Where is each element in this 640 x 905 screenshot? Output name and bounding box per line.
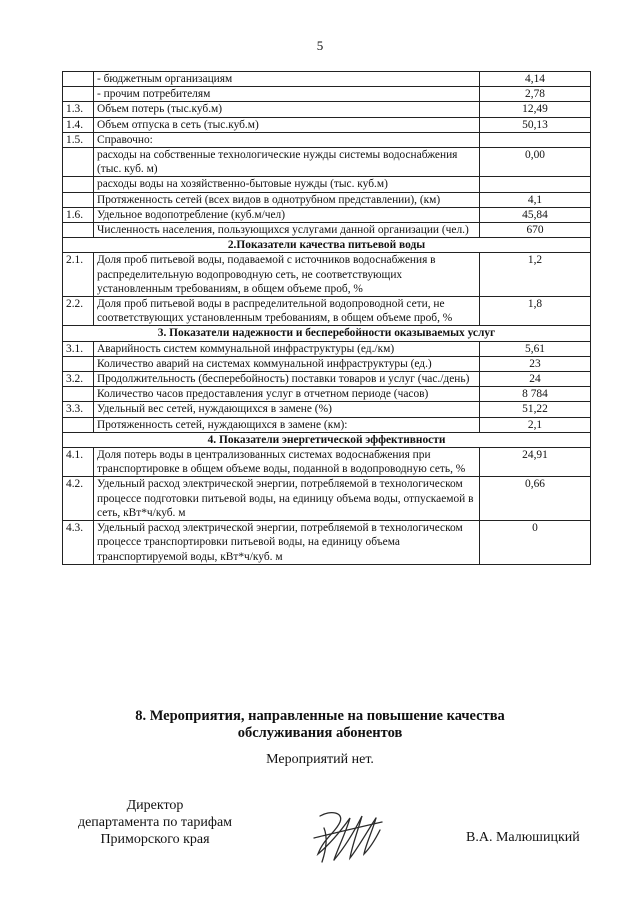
- table-row: [63, 223, 591, 238]
- row-label: - прочим потребителям: [94, 87, 480, 102]
- table-row: [63, 297, 591, 326]
- row-number: [63, 387, 94, 402]
- row-label: Справочно:: [94, 132, 480, 147]
- row-label: Удельный вес сетей, нуждающихся в замене (%): [94, 402, 480, 417]
- row-number: [63, 417, 94, 432]
- row-number: 1.4.: [63, 117, 94, 132]
- row-value: 2,1: [480, 417, 591, 432]
- page-number: 5: [316, 38, 324, 53]
- row-number: [63, 223, 94, 238]
- handwritten-signature: [310, 808, 386, 866]
- indicators-table: [62, 71, 591, 565]
- row-number: [63, 192, 94, 207]
- row-label: Доля проб питьевой воды, подаваемой с источников водоснабжения в распределительную водопроводную сеть, не соответствующих установленным требованиям, в общем объеме проб, %: [94, 253, 480, 297]
- row-label: Удельное водопотребление (куб.м/чел): [94, 207, 480, 222]
- section-8-heading: [0, 708, 640, 742]
- row-label: расходы на собственные технологические нужды системы водоснабжения (тыс. куб. м): [94, 148, 480, 177]
- row-value: 0,00: [480, 148, 591, 177]
- row-value: 24: [480, 372, 591, 387]
- row-label: Доля проб питьевой воды в распределительной водопроводной сети, не соответствующих установленным требованиям, в общем объеме проб, %: [94, 297, 480, 326]
- section-header: 4. Показатели энергетической эффективности: [63, 432, 591, 447]
- row-value: 23: [480, 356, 591, 371]
- table-row: [63, 148, 591, 177]
- row-number: 3.1.: [63, 341, 94, 356]
- table-row: [63, 102, 591, 117]
- table-row: [63, 417, 591, 432]
- table-row: [63, 72, 591, 87]
- row-label: Аварийность систем коммунальной инфраструктуры (ед./км): [94, 341, 480, 356]
- row-label: Протяженность сетей, нуждающихся в замене (км):: [94, 417, 480, 432]
- row-label: Объем потерь (тыс.куб.м): [94, 102, 480, 117]
- section-8-heading-line2: обслуживания абонентов: [237, 725, 403, 741]
- row-label: Численность населения, пользующихся услугами данной организации (чел.): [94, 223, 480, 238]
- signatory-title-line1: Директор: [126, 798, 184, 813]
- row-label: Количество часов предоставления услуг в отчетном периоде (часов): [94, 387, 480, 402]
- table-row: [63, 521, 591, 565]
- section-8-heading-line1: 8. Мероприятия, направленные на повышение качества: [135, 708, 505, 724]
- row-value: [480, 132, 591, 147]
- row-number: 4.2.: [63, 477, 94, 521]
- row-value: 4,1: [480, 192, 591, 207]
- row-number: 3.2.: [63, 372, 94, 387]
- table-row: [63, 477, 591, 521]
- table-row: [63, 253, 591, 297]
- section-header-row: [63, 238, 591, 253]
- row-label: - бюджетным организациям: [94, 72, 480, 87]
- section-header-row: [63, 326, 591, 341]
- row-label: Протяженность сетей (всех видов в однотрубном представлении), (км): [94, 192, 480, 207]
- row-number: [63, 87, 94, 102]
- row-number: 1.6.: [63, 207, 94, 222]
- indicators-table-body: [63, 72, 591, 565]
- row-number: 4.1.: [63, 448, 94, 477]
- row-value: 4,14: [480, 72, 591, 87]
- row-value: 8 784: [480, 387, 591, 402]
- table-row: [63, 356, 591, 371]
- section-header: 3. Показатели надежности и бесперебойности оказываемых услуг: [63, 326, 591, 341]
- signatory-title-line3: Приморского края: [100, 832, 210, 847]
- table-row: [63, 207, 591, 222]
- table-row: [63, 372, 591, 387]
- row-label: Удельный расход электрической энергии, потребляемой в технологическом процессе подготовки питьевой воды, на единицу объема воды, отпускаемой в сеть, кВт*ч/куб. м: [94, 477, 480, 521]
- row-value: 0: [480, 521, 591, 565]
- table-row: [63, 341, 591, 356]
- row-label: расходы воды на хозяйственно-бытовые нужды (тыс. куб.м): [94, 177, 480, 192]
- row-label: Объем отпуска в сеть (тыс.куб.м): [94, 117, 480, 132]
- signatory-title-line2: департамента по тарифам: [77, 815, 233, 830]
- signatory-title: [60, 797, 250, 848]
- row-value: 5,61: [480, 341, 591, 356]
- row-label: Доля потерь воды в централизованных системах водоснабжения при транспортировке в общем объеме воды, поданной в водопроводную сеть, %: [94, 448, 480, 477]
- row-number: 2.1.: [63, 253, 94, 297]
- table-row: [63, 132, 591, 147]
- row-value: 1,8: [480, 297, 591, 326]
- row-value: 0,66: [480, 477, 591, 521]
- row-value: 45,84: [480, 207, 591, 222]
- row-number: 3.3.: [63, 402, 94, 417]
- row-number: 2.2.: [63, 297, 94, 326]
- row-label: Удельный расход электрической энергии, потребляемой в технологическом процессе транспортировки питьевой воды, на единицу объема транспортируемой воды, кВт*ч/куб. м: [94, 521, 480, 565]
- row-label: Количество аварий на системах коммунальной инфраструктуры (ед.): [94, 356, 480, 371]
- row-number: 1.5.: [63, 132, 94, 147]
- row-value: 670: [480, 223, 591, 238]
- table-row: [63, 192, 591, 207]
- row-number: [63, 177, 94, 192]
- table-row: [63, 87, 591, 102]
- row-number: [63, 72, 94, 87]
- table-row: [63, 117, 591, 132]
- row-value: 24,91: [480, 448, 591, 477]
- row-label: Продолжительность (бесперебойность) поставки товаров и услуг (час./день): [94, 372, 480, 387]
- row-value: [480, 177, 591, 192]
- row-number: [63, 148, 94, 177]
- row-value: 2,78: [480, 87, 591, 102]
- table-row: [63, 402, 591, 417]
- row-number: 1.3.: [63, 102, 94, 117]
- row-value: 51,22: [480, 402, 591, 417]
- row-value: 12,49: [480, 102, 591, 117]
- section-header: 2.Показатели качества питьевой воды: [63, 238, 591, 253]
- row-value: 50,13: [480, 117, 591, 132]
- row-number: [63, 356, 94, 371]
- signatory-name: В.А. Малюшицкий: [466, 830, 580, 845]
- row-value: 1,2: [480, 253, 591, 297]
- table-row: [63, 387, 591, 402]
- table-row: [63, 448, 591, 477]
- row-number: 4.3.: [63, 521, 94, 565]
- section-header-row: [63, 432, 591, 447]
- table-row: [63, 177, 591, 192]
- no-measures-note: Мероприятий нет.: [266, 752, 374, 767]
